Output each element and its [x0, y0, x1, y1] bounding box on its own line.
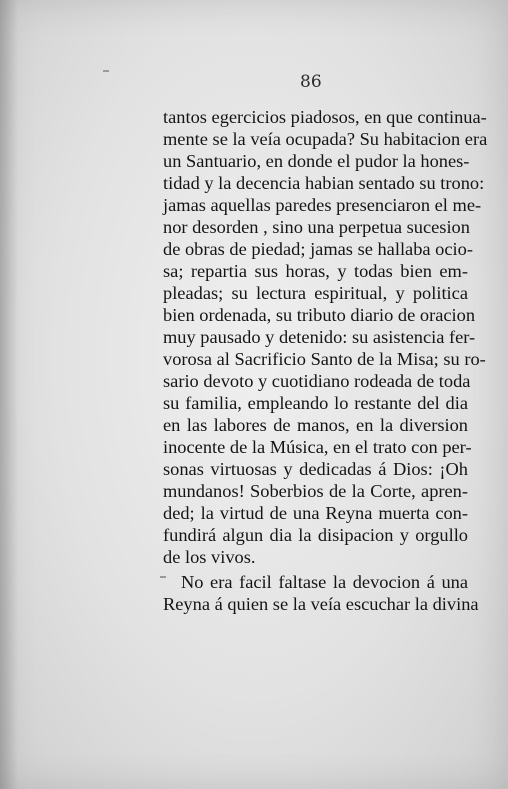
text-line: ded; la virtud de una Reyna muerta con-	[163, 503, 468, 523]
text-line: fundirá algun dia la disipacion y orgullo	[163, 525, 468, 545]
text-line: vorosa al Sacrificio Santo de la Misa; su ro-	[163, 349, 486, 369]
text-line: inocente de la Música, en el trato con per-	[163, 437, 472, 457]
text-line: Reyna á quien se la veía escuchar la divina	[163, 594, 479, 614]
text-line: nor desorden , sino una perpetua sucesion	[163, 217, 470, 237]
text-line: su familia, empleando lo restante del dia	[163, 393, 468, 413]
text-line: sa; repartia sus horas, y todas bien em-	[163, 261, 468, 281]
text-line: de obras de piedad; jamas se hallaba ocio-	[163, 239, 473, 259]
text-line: sario devoto y cuotidiano rodeada de toda	[163, 371, 471, 391]
text-line: en las labores de manos, en la diversion	[163, 415, 468, 435]
page-number: 86	[300, 72, 322, 92]
text-line: mundanos! Soberbios de la Corte, apren-	[163, 481, 468, 501]
text-line: de los vivos.	[163, 547, 256, 567]
text-line: muy pausado y detenido: su asistencia fer-	[163, 327, 476, 347]
text-line: pleadas; su lectura espiritual, y politica	[163, 283, 468, 303]
text-line: tidad y la decencia habian sentado su trono:	[163, 173, 485, 193]
text-line: tantos egercicios piadosos, en que continua-	[163, 107, 487, 127]
text-line: mente se la veía ocupada? Su habitacion era	[163, 129, 488, 149]
text-line: un Santuario, en donde el pudor la hones-	[163, 151, 470, 171]
text-line: No era facil faltase la devocion á una	[181, 572, 468, 592]
text-line: bien ordenada, su tributo diario de oracion	[163, 305, 476, 325]
text-line: sonas virtuosas y dedicadas á Dios: ¡Oh	[163, 459, 468, 479]
text-line: jamas aquellas paredes presenciaron el me-	[163, 195, 482, 215]
